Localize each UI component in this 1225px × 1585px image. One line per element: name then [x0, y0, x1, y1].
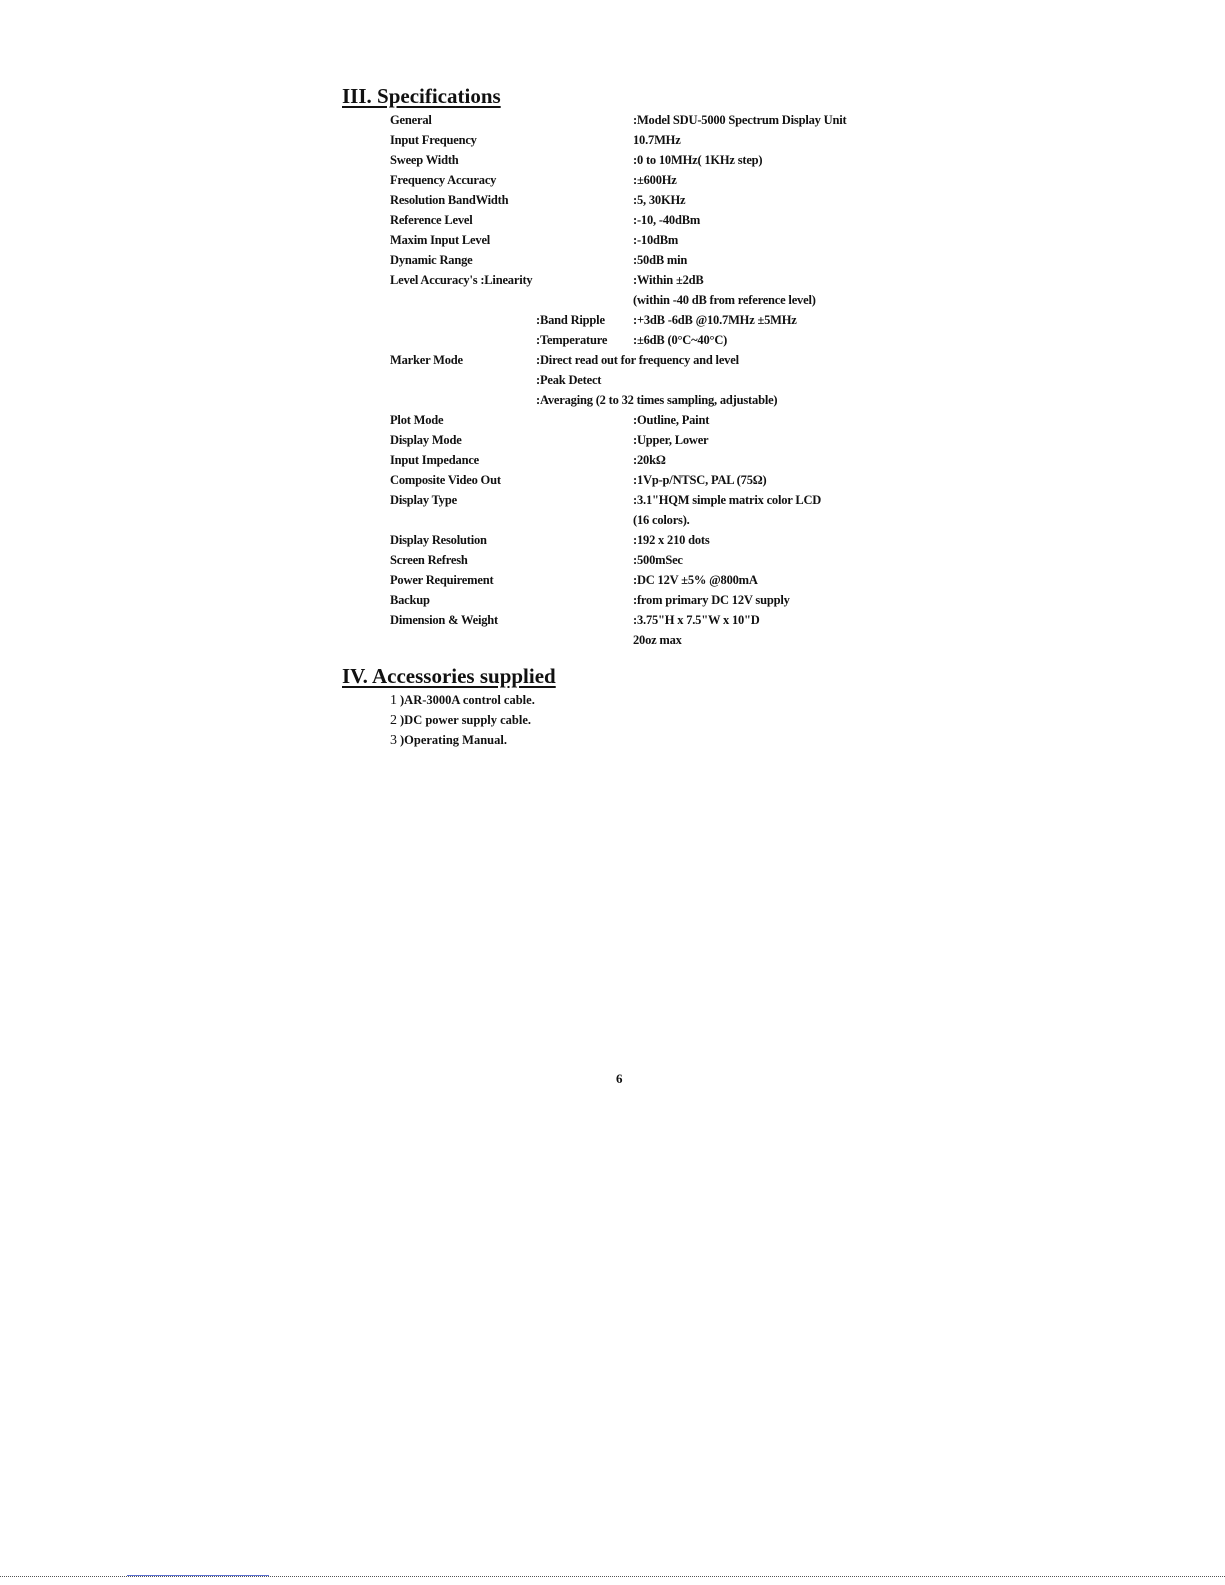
page-number: 6: [616, 1071, 623, 1086]
list-item-text: )DC power supply cable.: [400, 713, 532, 727]
spec-sublabel: :Temperature: [536, 333, 608, 347]
spec-label: Power Requirement: [390, 573, 494, 587]
list-item-text: )Operating Manual.: [400, 733, 507, 747]
spec-sublabel: :Band Ripple: [536, 313, 605, 327]
spec-value: :±6dB (0°C~40°C): [633, 333, 728, 347]
spec-label: Plot Mode: [390, 413, 444, 427]
footer-divider: [0, 1576, 1225, 1577]
spec-value: (16 colors).: [633, 513, 690, 527]
spec-value: (within -40 dB from reference level): [633, 293, 816, 307]
spec-label: Dimension & Weight: [390, 613, 498, 627]
spec-value: :-10, -40dBm: [633, 213, 701, 227]
spec-value: :192 x 210 dots: [633, 533, 710, 547]
spec-sublabel: :Peak Detect: [536, 373, 602, 387]
spec-value: :Outline, Paint: [633, 413, 710, 427]
spec-label: Display Resolution: [390, 533, 487, 547]
spec-label: Marker Mode: [390, 353, 463, 367]
spec-label: Input Frequency: [390, 133, 477, 147]
spec-label: Screen Refresh: [390, 553, 468, 567]
spec-label: Display Type: [390, 493, 457, 507]
spec-label: Dynamic Range: [390, 253, 473, 267]
spec-label: Maxim Input Level: [390, 233, 491, 247]
spec-sublabel: :Direct read out for frequency and level: [536, 353, 739, 367]
spec-value: :0 to 10MHz( 1KHz step): [633, 153, 763, 167]
spec-value: :1Vp-p/NTSC, PAL (75Ω): [633, 473, 767, 487]
spec-value: :Upper, Lower: [633, 433, 709, 447]
spec-value: :-10dBm: [633, 233, 679, 247]
list-item-text: )AR-3000A control cable.: [400, 693, 535, 707]
list-item: [390, 733, 507, 748]
spec-value: :Within ±2dB: [633, 273, 704, 287]
spec-value: :Model SDU-5000 Spectrum Display Unit: [633, 113, 847, 127]
spec-value: :from primary DC 12V supply: [633, 593, 790, 607]
spec-label: Reference Level: [390, 213, 473, 227]
spec-value: :20kΩ: [633, 453, 666, 467]
spec-value: 10.7MHz: [633, 133, 681, 147]
spec-value: :3.1"HQM simple matrix color LCD: [633, 493, 822, 507]
spec-value: :500mSec: [633, 553, 683, 567]
spec-label: Sweep Width: [390, 153, 459, 167]
spec-label: General: [390, 113, 432, 127]
spec-value: :±600Hz: [633, 173, 677, 187]
spec-label: Level Accuracy's :Linearity: [390, 273, 533, 287]
spec-value: :3.75"H x 7.5"W x 10"D: [633, 613, 760, 627]
spec-value: :+3dB -6dB @10.7MHz ±5MHz: [633, 313, 797, 327]
specifications-heading: III. Specifications: [342, 84, 501, 108]
spec-value: :DC 12V ±5% @800mA: [633, 573, 758, 587]
list-item: [390, 713, 531, 728]
spec-label: Composite Video Out: [390, 473, 501, 487]
spec-label: Frequency Accuracy: [390, 173, 497, 187]
spec-label: Resolution BandWidth: [390, 193, 509, 207]
spec-value: :5, 30KHz: [633, 193, 686, 207]
spec-sublabel: :Averaging (2 to 32 times sampling, adjustable): [536, 393, 778, 407]
spec-label: Backup: [390, 593, 430, 607]
footer-link-underline: [127, 1575, 269, 1576]
list-item-number: 1: [390, 693, 397, 708]
spec-label: Display Mode: [390, 433, 462, 447]
spec-label: Input Impedance: [390, 453, 480, 467]
list-item-number: 2: [390, 713, 397, 728]
list-item-number: 3: [390, 733, 397, 748]
spec-value: 20oz max: [633, 633, 682, 647]
spec-value: :50dB min: [633, 253, 688, 267]
list-item: [390, 693, 535, 708]
accessories-heading: IV. Accessories supplied: [342, 664, 556, 688]
